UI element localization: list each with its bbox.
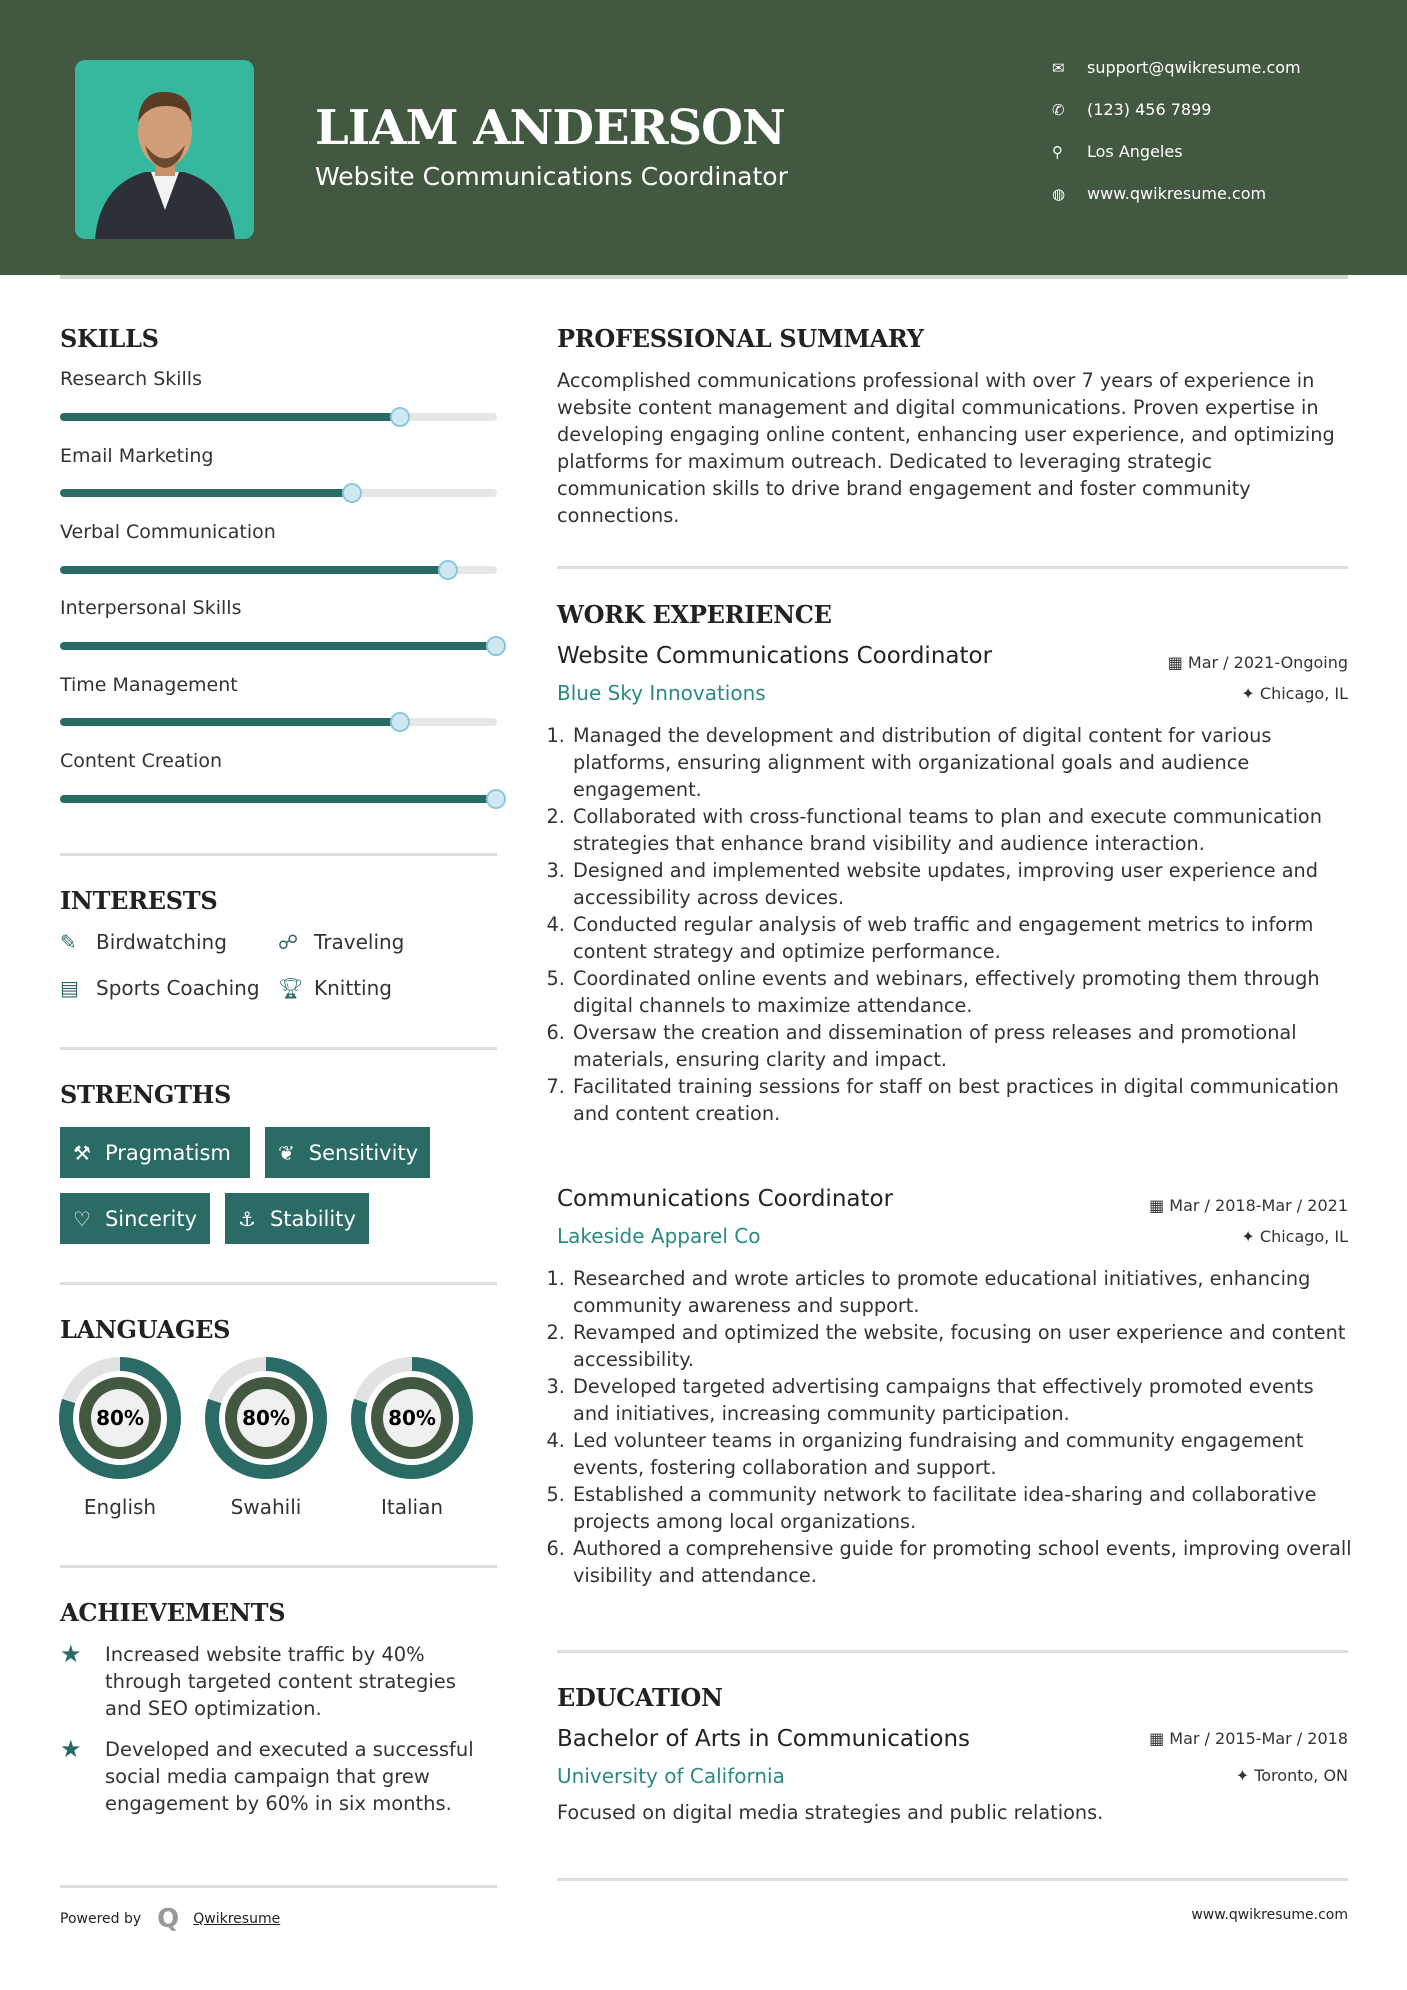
calendar-icon: ▦: [1149, 1196, 1170, 1215]
job-bullet: 7. Facilitated training sessions for staff on best practices in digital communication and content creation.: [571, 1073, 1353, 1127]
job-bullets: [553, 722, 1353, 1127]
language-donut: [205, 1357, 327, 1479]
job-dates: [1168, 653, 1348, 672]
job-bullets: [553, 1265, 1353, 1589]
skill-bar-knob: [342, 483, 362, 503]
contact-location: [1052, 142, 1183, 161]
heart-icon: ♡: [73, 1206, 91, 1231]
interest-label: Knitting: [314, 976, 392, 1000]
language-name: English: [83, 1495, 157, 1519]
powered-by-label: Powered by: [60, 1911, 142, 1927]
briefcase-icon: ▤: [60, 976, 79, 1000]
location-text: Toronto, ON: [1254, 1766, 1348, 1785]
interest-label: Sports Coaching: [96, 976, 260, 1000]
job-bullet: 4. Conducted regular analysis of web traffic and engagement metrics to inform content strategy and optimize performance.: [571, 911, 1353, 965]
achievement-text: Increased website traffic by 40% through targeted content strategies and SEO optimization.: [105, 1643, 456, 1720]
pin-icon: ✦: [1241, 1227, 1260, 1246]
strength-label: Sensitivity: [308, 1140, 419, 1165]
pin-icon: ✦: [1235, 1766, 1255, 1785]
job-bullet: 6. Authored a comprehensive guide for promoting school events, improving overall visibility and attendance.: [571, 1535, 1353, 1589]
edit-icon: ✎: [60, 930, 77, 954]
globe-icon: ◍: [1052, 184, 1066, 203]
candidate-name: LIAM ANDERSON: [315, 100, 785, 156]
binoculars-icon: ☍: [278, 930, 299, 954]
job-bullet: 1. Managed the development and distribution of digital content for various platforms, ensuring alignment with organizational goals and audience engagement.: [571, 722, 1353, 803]
language-name: Italian: [380, 1495, 444, 1519]
powered-by: [60, 1904, 280, 1934]
interest-item: [60, 930, 227, 954]
skill-bar-knob: [486, 789, 506, 809]
star-icon: ★: [60, 1735, 82, 1763]
header-divider: [60, 275, 1348, 279]
skill-bar: [60, 718, 497, 726]
interest-item: [60, 976, 260, 1000]
star-icon: ★: [60, 1640, 82, 1668]
interests-heading: INTERESTS: [60, 886, 218, 915]
achievement-item: [60, 1736, 497, 1817]
skill-label: Interpersonal Skills: [60, 597, 242, 619]
trophy-icon: 🏆︎: [278, 976, 304, 1000]
school: University of California: [557, 1764, 785, 1788]
language-donut: [59, 1357, 181, 1479]
phone-text: (123) 456 7899: [1087, 100, 1212, 119]
anchor-icon: ⚓︎: [238, 1206, 256, 1231]
contact-phone: [1052, 100, 1211, 119]
pin-icon: ✦: [1241, 684, 1260, 703]
calendar-icon: ▦: [1149, 1729, 1170, 1748]
skill-bar-knob: [438, 560, 458, 580]
language-percent: 80%: [242, 1406, 290, 1430]
job-title: Website Communications Coordinator: [557, 643, 993, 669]
contact-website[interactable]: [1052, 184, 1266, 203]
job-dates: [1149, 1196, 1348, 1215]
interest-item: [278, 930, 404, 954]
skill-bar-fill: [60, 642, 497, 650]
job-bullet: 1. Researched and wrote articles to promote educational initiatives, enhancing community awareness and support.: [571, 1265, 1353, 1319]
gavel-icon: ⚒: [73, 1140, 91, 1165]
calendar-icon: ▦: [1167, 653, 1188, 672]
envelope-icon: ✉: [1052, 58, 1065, 77]
achievement-item: [60, 1641, 497, 1722]
skill-label: Research Skills: [60, 368, 202, 390]
company-name: Lakeside Apparel Co: [557, 1224, 761, 1248]
job-bullet: 6. Oversaw the creation and dissemination of press releases and promotional materials, ensuring clarity and impact.: [571, 1019, 1353, 1073]
job-bullet: 4. Led volunteer teams in organizing fundraising and community engagement events, fostering collaboration and support.: [571, 1427, 1353, 1481]
strength-label: Pragmatism: [104, 1140, 231, 1165]
skills-heading: SKILLS: [60, 324, 159, 353]
skill-bar: [60, 795, 497, 803]
skill-label: Verbal Communication: [60, 521, 276, 543]
education-location: [1236, 1766, 1348, 1785]
skill-bar-fill: [60, 718, 401, 726]
education-dates: [1149, 1729, 1348, 1748]
job-bullet: 5. Coordinated online events and webinars, effectively promoting them through digital channels to maximize attendance.: [571, 965, 1353, 1019]
interest-label: Traveling: [314, 930, 405, 954]
divider: [557, 1878, 1348, 1881]
contact-email[interactable]: [1052, 58, 1301, 77]
website-text: www.qwikresume.com: [1087, 184, 1267, 203]
profile-photo: [75, 60, 254, 239]
dates-text: Mar / 2018-Mar / 2021: [1169, 1196, 1348, 1215]
skill-bar-fill: [60, 413, 401, 421]
strengths-heading: STRENGTHS: [60, 1080, 232, 1109]
skill-label: Email Marketing: [60, 445, 214, 467]
job-bullet: 2. Collaborated with cross-functional teams to plan and execute communication strategies that enhance brand visibility and audience interaction.: [571, 803, 1353, 857]
email-text: support@qwikresume.com: [1087, 58, 1301, 77]
language-donut: [351, 1357, 473, 1479]
interest-item: [278, 976, 392, 1000]
summary-heading: PROFESSIONAL SUMMARY: [557, 324, 924, 353]
summary-text: Accomplished communications professional with over 7 years of experience in website content management and digital communications. Proven expertise in developing engaging online content, enhancing user experience, and optimizing platforms for maximum outreach. Dedicated to leveraging strategic communication skills to drive brand engagement and foster community connections.: [557, 369, 1335, 527]
skill-label: Content Creation: [60, 750, 222, 772]
divider: [557, 566, 1348, 569]
candidate-title: Website Communications Coordinator: [315, 162, 788, 191]
qwikresume-link[interactable]: Qwikresume: [193, 1911, 281, 1927]
job-title: Communications Coordinator: [557, 1186, 894, 1212]
skill-bar-fill: [60, 566, 449, 574]
achievements-heading: ACHIEVEMENTS: [60, 1598, 286, 1627]
language-item: [205, 1357, 327, 1519]
language-percent: 80%: [388, 1406, 436, 1430]
language-item: [351, 1357, 473, 1519]
languages-heading: LANGUAGES: [60, 1315, 231, 1344]
job-bullet: 3. Developed targeted advertising campaigns that effectively promoted events and initiatives, increasing community participation.: [571, 1373, 1353, 1427]
divider: [60, 1885, 497, 1888]
language-item: [59, 1357, 181, 1519]
dates-text: Mar / 2021-Ongoing: [1187, 653, 1348, 672]
interest-label: Birdwatching: [96, 930, 227, 954]
dates-text: Mar / 2015-Mar / 2018: [1169, 1729, 1348, 1748]
divider: [557, 1650, 1348, 1653]
skill-bar-knob: [390, 712, 410, 732]
skill-bar-fill: [60, 795, 497, 803]
skill-bar: [60, 413, 497, 421]
company-name: Blue Sky Innovations: [557, 681, 766, 705]
phone-icon: ✆: [1052, 100, 1065, 119]
job-location: [1241, 684, 1348, 703]
strength-tag: [225, 1193, 369, 1244]
skill-label: Time Management: [60, 674, 238, 696]
strength-label: Sincerity: [104, 1206, 198, 1231]
divider: [60, 853, 497, 856]
skill-bar-fill: [60, 489, 353, 497]
leaf-icon: ❦: [278, 1140, 295, 1165]
strength-tag: [60, 1193, 210, 1244]
strength-tag: [60, 1127, 250, 1178]
education-description: Focused on digital media strategies and public relations.: [557, 1801, 1104, 1824]
job-location: [1241, 1227, 1348, 1246]
skill-bar-knob: [486, 636, 506, 656]
degree: Bachelor of Arts in Communications: [557, 1726, 971, 1752]
experience-heading: WORK EXPERIENCE: [557, 600, 832, 629]
skill-bar: [60, 642, 497, 650]
qwikresume-logo-icon: Q: [157, 1904, 180, 1934]
language-name: Swahili: [230, 1495, 302, 1519]
strength-label: Stability: [269, 1206, 356, 1231]
education-heading: EDUCATION: [557, 1683, 723, 1712]
language-percent: 80%: [96, 1406, 144, 1430]
job-bullet: 2. Revamped and optimized the website, focusing on user experience and content accessibility.: [571, 1319, 1353, 1373]
divider: [60, 1565, 497, 1568]
location-text: Chicago, IL: [1259, 1227, 1348, 1246]
skill-bar: [60, 566, 497, 574]
map-pin-icon: ⚲: [1052, 142, 1063, 161]
location-text: Los Angeles: [1087, 142, 1183, 161]
divider: [60, 1282, 497, 1285]
strength-tag: [265, 1127, 430, 1178]
divider: [60, 1047, 497, 1050]
job-bullet: 5. Established a community network to facilitate idea-sharing and collaborative projects among local organizations.: [571, 1481, 1353, 1535]
footer-url[interactable]: www.qwikresume.com: [1191, 1907, 1348, 1923]
achievement-text: Developed and executed a successful social media campaign that grew engagement by 60% in six months.: [105, 1738, 474, 1815]
job-bullet: 3. Designed and implemented website updates, improving user experience and accessibility across devices.: [571, 857, 1353, 911]
skill-bar-knob: [390, 407, 410, 427]
skill-bar: [60, 489, 497, 497]
location-text: Chicago, IL: [1259, 684, 1348, 703]
